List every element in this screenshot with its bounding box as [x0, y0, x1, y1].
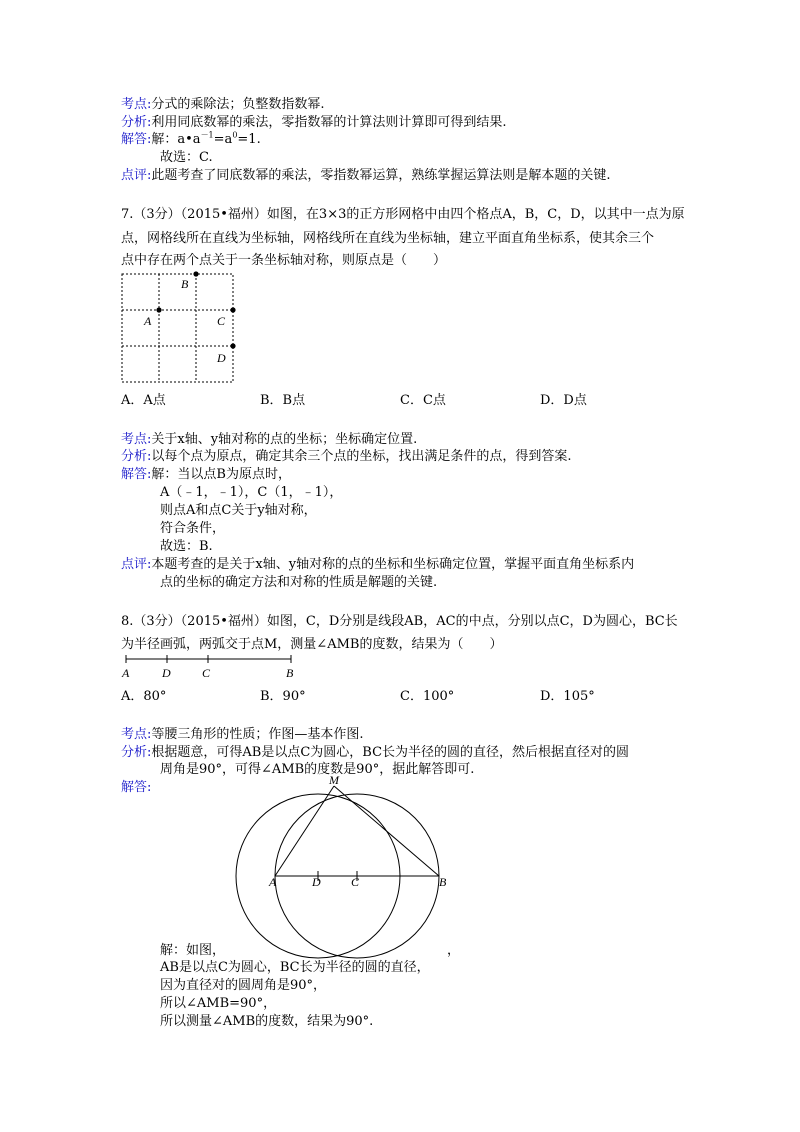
prev-fenxi-row — [121, 114, 507, 132]
q7-stem-line2: 点，网格线所在直线为坐标轴，网格线所在直线为坐标轴，建立平面直角坐标系，使其余三个 — [121, 231, 655, 246]
q8-fenxi-text2: 周角是90°，可得∠AMB的度数是90°，据此解答即可. — [160, 762, 475, 777]
q8-option-d: D．105° — [540, 689, 595, 704]
point-d-dot — [230, 343, 235, 348]
kaodian-label: 考点: — [121, 432, 152, 447]
point-d-label: D — [217, 351, 226, 365]
prev-jieda-part-c: =1. — [237, 132, 261, 147]
point-c-label: C — [217, 314, 226, 328]
q8-option-a: A．80° — [121, 689, 167, 704]
q7-kaodian-row — [121, 431, 417, 449]
q8-option-b: B．90° — [260, 689, 306, 704]
q7-fenxi-row — [121, 448, 572, 466]
point-a-label: A — [269, 875, 277, 889]
q7-jieda-row — [121, 466, 291, 484]
q8-jieda-line3: 所以∠AMB=90°， — [160, 996, 277, 1011]
q8-stem-line1: 8.（3分）（2015•福州）如图，C，D分别是线段AB，AC的中点，分别以点C，D为圆心，BC长 — [121, 614, 678, 629]
q8-fenxi-row — [121, 744, 629, 762]
fenxi-label: 分析: — [121, 745, 152, 760]
point-d-label: D — [312, 875, 321, 889]
q8-fenxi-text1: 根据题意，可得AB是以点C为圆心，BC长为半径的圆的直径，然后根据直径对的圆 — [151, 745, 630, 760]
prev-dianping-text: 此题考查了同底数幂的乘法，零指数幂运算，熟练掌握运算法则是解本题的关键. — [151, 168, 611, 183]
segment-am — [275, 786, 334, 876]
q8-jieda-comma: ， — [447, 943, 461, 958]
dianping-label: 点评: — [121, 557, 152, 572]
fenxi-label: 分析: — [121, 115, 152, 130]
q8-option-c: C．100° — [400, 689, 455, 704]
jieda-label: 解答: — [121, 132, 152, 147]
q7-dianping-text2: 点的坐标的确定方法和对称的性质是解题的关键. — [160, 575, 438, 590]
q7-jieda-line3: 则点A和点C关于y轴对称， — [160, 503, 317, 518]
q7-stem-line1: 7.（3分）（2015•福州）如图，在3×3的正方形网格中由四个格点A，B，C，D，以其中一点为原 — [121, 207, 685, 222]
point-a-label: A — [144, 314, 152, 328]
q7-stem-line3: 点中存在两个点关于一条坐标轴对称，则原点是（ ） — [121, 253, 447, 268]
q7-jieda-line4: 符合条件， — [160, 521, 226, 536]
jieda-label: 解答: — [121, 467, 152, 482]
kaodian-label: 考点: — [121, 727, 152, 742]
q8-jieda-line1: AB是以点C为圆心，BC长为半径的圆的直径， — [160, 960, 430, 975]
q8-kaodian-text: 等腰三角形的性质；作图—基本作图. — [151, 727, 364, 742]
q7-option-c: C．C点 — [400, 393, 446, 408]
prev-kaodian-text: 分式的乘除法；负整数指数幂. — [151, 97, 325, 112]
prev-jieda-part-b: =a — [213, 132, 233, 147]
point-a-dot — [156, 307, 161, 312]
q7-dianping-row — [121, 556, 634, 574]
point-b-label: B — [439, 875, 447, 889]
segment-label-d: D — [162, 666, 171, 680]
q7-option-d: D．D点 — [540, 393, 587, 408]
prev-guxuan: 故选：C. — [160, 150, 213, 165]
point-c-label: C — [351, 875, 360, 889]
q8-jieda-row — [121, 779, 151, 797]
q8-jieda-first: 解：如图， — [160, 943, 226, 958]
kaodian-label: 考点: — [121, 97, 152, 112]
prev-jieda-exp2: 0 — [232, 130, 238, 140]
q7-jieda-line5: 故选：B. — [160, 539, 213, 554]
prev-jieda-exp1: －1 — [200, 130, 214, 140]
q7-option-a: A．A点 — [121, 393, 166, 408]
point-b-label: B — [181, 277, 189, 291]
q7-grid-figure — [118, 270, 242, 386]
q7-dianping-text1: 本题考查的是关于x轴、y轴对称的点的坐标和坐标确定位置，掌握平面直角坐标系内 — [151, 557, 635, 572]
q8-circles-figure — [220, 772, 460, 962]
prev-dianping-row — [121, 167, 611, 185]
grid-border — [122, 274, 233, 382]
segment-label-c: C — [202, 666, 211, 680]
q8-segment-figure — [118, 650, 308, 682]
dianping-label: 点评: — [121, 168, 152, 183]
q8-stem-line2: 为半径画弧，两弧交于点M，测量∠AMB的度数，结果为（ ） — [121, 637, 503, 652]
q8-jieda-line4: 所以测量∠AMB的度数，结果为90°. — [160, 1014, 374, 1029]
prev-jieda-part-a: 解：a•a — [151, 132, 201, 147]
fenxi-label: 分析: — [121, 449, 152, 464]
prev-jieda-row — [121, 131, 261, 149]
point-c-dot — [230, 307, 235, 312]
segment-label-b: B — [286, 666, 294, 680]
q7-kaodian-text: 关于x轴、y轴对称的点的坐标；坐标确定位置. — [151, 432, 418, 447]
segment-label-a: A — [122, 666, 130, 680]
q7-option-b: B．B点 — [260, 393, 306, 408]
point-m-label: M — [329, 773, 339, 787]
jieda-label: 解答: — [121, 780, 152, 795]
q8-jieda-line2: 因为直径对的圆周角是90°， — [160, 978, 327, 993]
point-b-dot — [193, 271, 198, 276]
q7-jieda-line1: 解：当以点B为原点时， — [151, 467, 291, 482]
q8-kaodian-row — [121, 726, 364, 744]
prev-fenxi-text: 利用同底数幂的乘法，零指数幂的计算法则计算即可得到结果. — [151, 115, 507, 130]
q7-fenxi-text: 以每个点为原点，确定其余三个点的坐标，找出满足条件的点，得到答案. — [151, 449, 572, 464]
q7-jieda-line2: A（﹣1，﹣1），C（1，﹣1）， — [160, 485, 343, 500]
prev-kaodian-row — [121, 96, 325, 114]
